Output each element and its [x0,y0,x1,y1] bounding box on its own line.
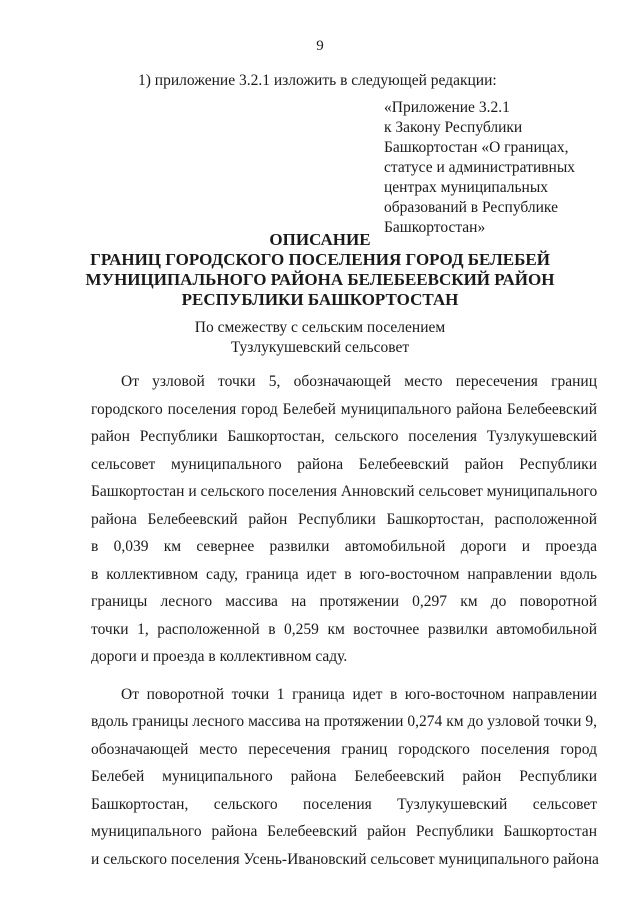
text-line: в 0,039 км севернее развилки автомобильной дороги и проезда [91,538,597,555]
appendix-line: Башкортостан «О границах, [384,139,569,156]
appendix-line: к Закону Республики [384,119,523,136]
paragraph-2 [91,681,597,874]
title-line: МУНИЦИПАЛЬНОГО РАЙОНА БЕЛЕБЕЕВСКИЙ РАЙОН [85,270,555,289]
body-text [91,368,597,873]
appendix-line: «Приложение 3.2.1 [384,99,510,116]
text-line: дороги и проезда в коллективном саду. [91,648,348,665]
appendix-line: образований в Республике [384,199,558,216]
text-line: района Белебеевский район Республики Башкортостан, расположенной [91,510,597,528]
page-number: 9 [316,38,324,54]
appendix-line: центрах муниципальных [384,179,548,196]
text-line: вдоль границы лесного массива на протяжении 0,274 км до узловой точки 9, [91,713,597,730]
intro-line: 1) приложение 3.2.1 изложить в следующей редакции: [138,72,497,89]
title-line: ОПИСАНИЕ [269,230,371,249]
title-line: РЕСПУБЛИКИ БАШКОРТОСТАН [181,290,459,309]
text-line: и сельского поселения Усень-Ивановский сельсовет муниципального района [91,850,599,868]
document-title [0,230,640,310]
text-line: сельсовет муниципального района Белебеевский район Республики [91,455,597,473]
subtitle-line: По смежеству с сельским поселением [194,319,446,336]
text-line: район Республики Башкортостан, сельского поселения Тузлукушевский [91,428,597,445]
text-line: в коллективном саду, граница идет в юго-восточном направлении вдоль [91,565,597,583]
appendix-line: статусе и административных [384,159,576,176]
text-line: От поворотной точки 1 граница идет в юго-восточном направлении [121,685,597,703]
text-line: границы лесного массива на протяжении 0,297 км до поворотной [91,593,597,610]
subtitle-line: Тузлукушевский сельсовет [230,339,410,356]
document-subtitle [0,318,640,358]
text-line: Башкортостан, сельского поселения Тузлукушевский сельсовет [91,795,597,813]
text-line: Белебей муниципального района Белебеевский район Республики [91,768,597,785]
title-line: ГРАНИЦ ГОРОДСКОГО ПОСЕЛЕНИЯ ГОРОД БЕЛЕБЕЙ [90,250,550,269]
appendix-line: Башкортостан» [384,219,486,236]
text-line: городского поселения город Белебей муниципального района Белебеевский [91,400,597,418]
text-line: муниципального района Белебеевский район Республики Башкортостан [91,823,597,840]
text-line: точки 1, расположенной в 0,259 км восточнее развилки автомобильной [91,620,597,638]
text-line: От узловой точки 5, обозначающей место пересечения границ [121,373,597,390]
paragraph-gap [91,671,597,681]
text-line: Башкортостан и сельского поселения Анновский сельсовет муниципального [91,483,598,500]
text-line: обозначающей место пересечения границ городского поселения город [91,740,597,758]
appendix-reference [384,98,624,238]
paragraph-1 [91,368,597,671]
